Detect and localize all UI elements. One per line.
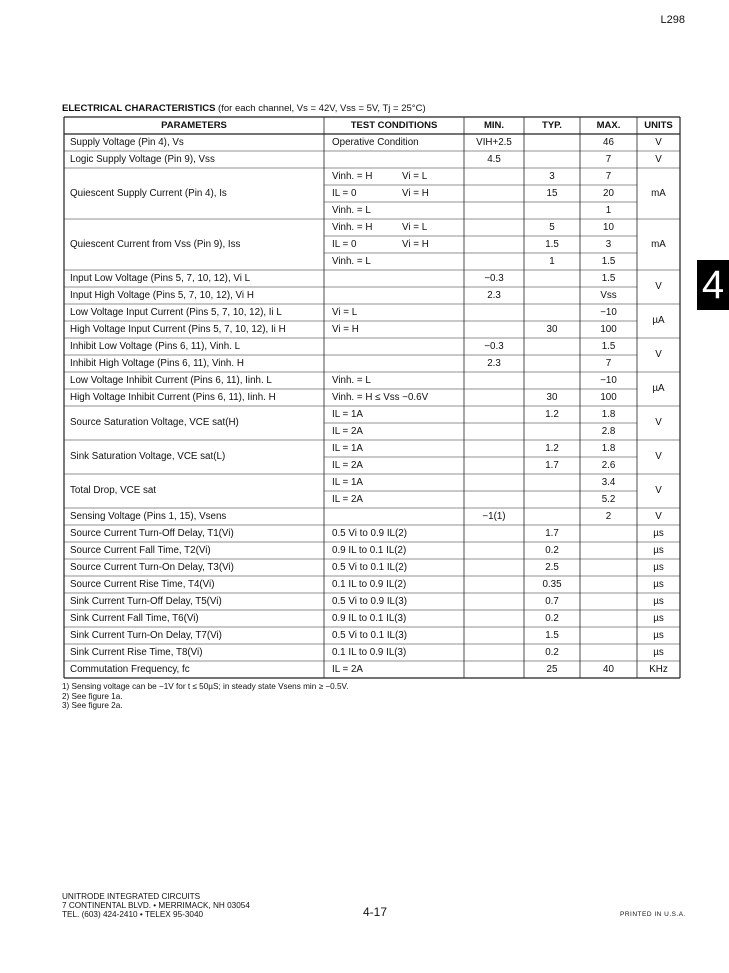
parameter-name: Sensing Voltage (Pins 1, 15), Vsens [70, 511, 227, 522]
parameter-name: Inhibit High Voltage (Pins 6, 11), Vinh. H [70, 358, 244, 369]
test-condition: IL = 1A [332, 409, 363, 420]
test-condition: Vinh. = L [332, 205, 371, 216]
max-value: 1.8 [601, 443, 616, 454]
unit-value: µs [653, 545, 664, 556]
parameter-name: Source Current Turn-On Delay, T3(Vi) [70, 562, 234, 573]
min-value: −1(1) [482, 511, 506, 522]
max-value: Vss [600, 290, 617, 301]
unit-value: V [655, 281, 662, 292]
test-condition: Vi = L [332, 307, 358, 318]
min-value: 2.3 [487, 290, 501, 301]
parameter-name: Supply Voltage (Pin 4), Vs [70, 137, 184, 148]
unit-value: mA [651, 238, 666, 250]
parameter-name: Low Voltage Input Current (Pins 5, 7, 10, 12), Ii L [70, 307, 282, 318]
unit-value: V [655, 136, 662, 148]
test-condition: Operative Condition [332, 137, 419, 148]
max-value: 1.5 [601, 341, 616, 352]
typ-value: 1.7 [545, 528, 559, 539]
max-value: 7 [605, 154, 612, 165]
max-value: 3.4 [601, 477, 616, 488]
unit-value: V [655, 153, 662, 165]
typ-value: 3 [549, 171, 555, 182]
typ-value: 1 [549, 256, 555, 267]
unit-value: µs [653, 528, 664, 539]
footnote-2: 2) See figure 1a. [62, 692, 123, 701]
typ-value: 1.7 [545, 460, 559, 471]
footnote-3: 3) See figure 2a. [62, 701, 123, 710]
typ-value: 1.5 [545, 630, 559, 641]
parameter-name: High Voltage Input Current (Pins 5, 7, 10, 12), Ii H [70, 324, 286, 335]
max-value: 10 [603, 222, 614, 233]
unit-value: V [655, 511, 662, 522]
test-condition: IL = 2A [332, 664, 363, 675]
min-value: 2.3 [487, 358, 501, 369]
parameter-name: Sink Current Rise Time, T8(Vi) [70, 647, 203, 658]
parameter-name: Source Current Rise Time, T4(Vi) [70, 579, 215, 590]
company-name: UNITRODE INTEGRATED CIRCUITS [62, 892, 201, 901]
test-condition: IL = 1A [332, 443, 363, 454]
typ-value: 1.2 [545, 443, 559, 454]
max-value: 1.8 [601, 409, 616, 420]
parameter-name: High Voltage Inhibit Current (Pins 6, 11), Iinh. H [70, 392, 276, 403]
min-value: −0.3 [484, 273, 504, 284]
column-header: MIN. [483, 120, 505, 131]
typ-value: 15 [546, 188, 558, 199]
max-value: −10 [600, 375, 617, 386]
street-address: 7 CONTINENTAL BLVD. • MERRIMACK, NH 03054 [62, 901, 250, 910]
test-condition-secondary: Vi = L [402, 171, 428, 182]
parameter-name: Sink Current Fall Time, T6(Vi) [70, 613, 199, 624]
max-value: 5.2 [601, 494, 616, 505]
test-condition: IL = 2A [332, 494, 363, 505]
test-condition: 0.1 IL to 0.9 IL(2) [332, 579, 407, 590]
test-condition: 0.9 IL to 0.1 IL(2) [332, 545, 407, 556]
parameter-name: Quiescent Supply Current (Pin 4), Is [70, 188, 227, 199]
parameter-name: Input High Voltage (Pins 5, 7, 10, 12), Vi H [70, 290, 254, 301]
typ-value: 25 [546, 664, 558, 675]
test-condition: IL = 0 [332, 188, 357, 199]
typ-value: 0.2 [545, 545, 559, 556]
unit-value: V [655, 349, 662, 360]
typ-value: 5 [549, 222, 555, 233]
test-condition: 0.5 Vi to 0.1 IL(3) [332, 630, 407, 641]
min-value: 4.5 [487, 154, 501, 165]
unit-value: V [655, 417, 662, 428]
column-header: TEST CONDITIONS [350, 120, 438, 131]
unit-value: µA [652, 315, 665, 326]
max-value: 40 [603, 664, 614, 675]
column-header: UNITS [644, 120, 673, 131]
column-header: PARAMETERS [161, 120, 227, 131]
max-value: 100 [600, 392, 617, 403]
test-condition: Vi = H [332, 324, 359, 335]
parameter-name: Input Low Voltage (Pins 5, 7, 10, 12), Vi L [70, 273, 251, 284]
typ-value: 2.5 [545, 562, 559, 573]
typ-value: 0.2 [545, 647, 559, 658]
test-condition: 0.1 IL to 0.9 IL(3) [332, 647, 407, 658]
max-value: 2.8 [601, 426, 616, 437]
unit-value: V [655, 451, 662, 462]
parameter-name: Source Current Turn-Off Delay, T1(Vi) [70, 528, 234, 539]
footnote-1: 1) Sensing voltage can be −1V for t ≤ 50µS; in steady state Vsens min ≥ −0.5V. [62, 682, 349, 691]
printed-in: PRINTED IN U.S.A. [620, 911, 686, 918]
test-condition: IL = 2A [332, 426, 363, 437]
test-condition: IL = 0 [332, 239, 357, 250]
company-address [62, 892, 250, 919]
test-condition-secondary: Vi = H [402, 188, 429, 199]
max-value: 2 [605, 511, 612, 522]
min-value: −0.3 [484, 341, 504, 352]
unit-value: mA [651, 187, 666, 199]
max-value: 1.5 [601, 256, 616, 267]
unit-value: µs [653, 596, 664, 607]
column-header: MAX. [596, 120, 621, 131]
parameter-name: Sink Current Turn-Off Delay, T5(Vi) [70, 596, 222, 607]
test-condition-secondary: Vi = L [402, 222, 428, 233]
max-value: 20 [603, 188, 614, 199]
test-condition: Vinh. = H [332, 222, 373, 233]
max-value: 2.6 [601, 460, 616, 471]
typ-value: 0.2 [545, 613, 559, 624]
test-condition-secondary: Vi = H [402, 239, 429, 250]
max-value: 46 [603, 137, 614, 148]
max-value: 1 [605, 205, 612, 216]
unit-value: KHz [649, 664, 668, 675]
typ-value: 0.35 [542, 579, 562, 590]
test-condition: 0.5 Vi to 0.9 IL(2) [332, 528, 407, 539]
max-value: 1.5 [601, 273, 616, 284]
max-value: 7 [605, 358, 612, 369]
parameter-name: Total Drop, VCE sat [70, 485, 157, 496]
max-value: 3 [605, 239, 612, 250]
parameter-name: Source Current Fall Time, T2(Vi) [70, 545, 211, 556]
parameter-name: Quiescent Current from Vss (Pin 9), Iss [70, 239, 241, 250]
test-condition: 0.5 Vi to 0.9 IL(3) [332, 596, 407, 607]
test-condition: 0.5 Vi to 0.1 IL(2) [332, 562, 407, 573]
unit-value: µs [653, 630, 664, 641]
phone-telex: TEL. (603) 424-2410 • TELEX 95-3040 [62, 910, 204, 919]
typ-value: 30 [546, 324, 558, 335]
title-rest: (for each channel, Vs = 42V, Vss = 5V, Tj = 25°C) [215, 103, 426, 114]
parameter-name: Logic Supply Voltage (Pin 9), Vss [70, 154, 215, 165]
test-condition: Vinh. = H ≤ Vss −0.6V [332, 392, 429, 403]
unit-value: V [655, 485, 662, 496]
min-value: VIH+2.5 [476, 137, 512, 148]
typ-value: 0.7 [545, 596, 559, 607]
part-number: L298 [660, 14, 685, 26]
unit-value: µs [653, 562, 664, 573]
typ-value: 1.5 [545, 239, 559, 250]
parameter-name: Source Saturation Voltage, VCE sat(H) [70, 417, 239, 428]
unit-value: µA [652, 383, 665, 394]
test-condition: 0.9 IL to 0.1 IL(3) [332, 613, 407, 624]
parameter-name: Sink Current Turn-On Delay, T7(Vi) [70, 630, 222, 641]
column-header: TYP. [542, 120, 562, 131]
title-bold: ELECTRICAL CHARACTERISTICS [62, 103, 216, 114]
max-value: −10 [600, 307, 617, 318]
parameter-name: Sink Saturation Voltage, VCE sat(L) [70, 451, 226, 462]
unit-value: µs [653, 579, 664, 590]
test-condition: Vinh. = H [332, 171, 373, 182]
parameter-name: Commutation Frequency, fc [70, 664, 190, 675]
max-value: 100 [600, 324, 617, 335]
test-condition: Vinh. = L [332, 256, 371, 267]
parameter-name: Low Voltage Inhibit Current (Pins 6, 11), Iinh. L [70, 375, 272, 386]
typ-value: 1.2 [545, 409, 559, 420]
typ-value: 30 [546, 392, 558, 403]
max-value: 7 [605, 171, 612, 182]
section-tab: 4 [697, 260, 729, 310]
test-condition: IL = 2A [332, 460, 363, 471]
parameter-name: Inhibit Low Voltage (Pins 6, 11), Vinh. L [70, 341, 241, 352]
page-number: 4-17 [363, 905, 388, 919]
unit-value: µs [653, 613, 664, 624]
test-condition: IL = 1A [332, 477, 363, 488]
unit-value: µs [653, 647, 664, 658]
test-condition: Vinh. = L [332, 375, 371, 386]
